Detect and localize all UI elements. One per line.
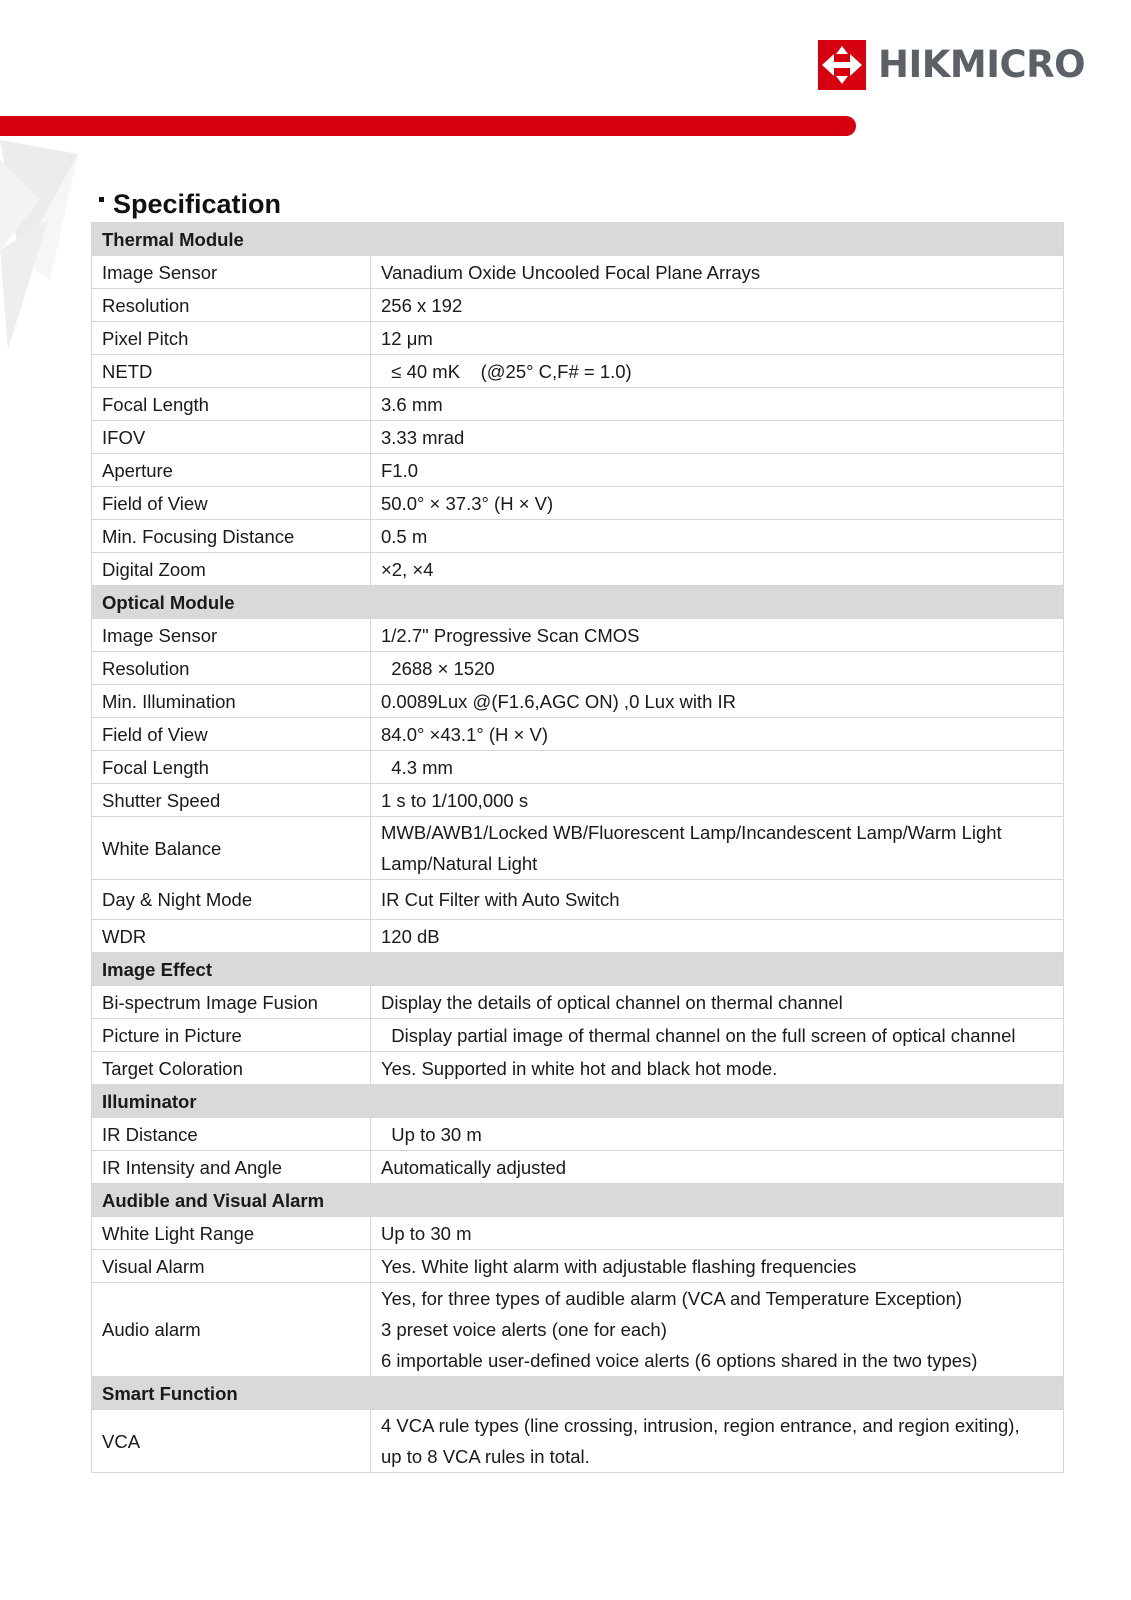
table-row <box>92 1250 1064 1283</box>
spec-label: White Light Range <box>92 1217 371 1250</box>
spec-value <box>371 1283 1064 1377</box>
table-row <box>92 1217 1064 1250</box>
spec-value-line: 120 dB <box>381 925 440 947</box>
spec-value-line: up to 8 VCA rules in total. <box>381 1446 590 1467</box>
spec-value-line: MWB/AWB1/Locked WB/Fluorescent Lamp/Incandescent Lamp/Warm Light <box>381 822 1002 843</box>
spec-label: Visual Alarm <box>92 1250 371 1283</box>
table-section-header <box>92 1184 1064 1217</box>
spec-value <box>371 487 1064 520</box>
table-row <box>92 1019 1064 1052</box>
spec-value-line: ×2, ×4 <box>381 558 434 580</box>
spec-label: VCA <box>92 1410 371 1473</box>
table-row <box>92 718 1064 751</box>
spec-value <box>371 1052 1064 1085</box>
spec-value-line: Display partial image of thermal channel on the full screen of optical channel <box>381 1024 1016 1046</box>
spec-value-line: Yes. White light alarm with adjustable flashing frequencies <box>381 1255 857 1277</box>
section-title-text: Specification <box>113 189 282 219</box>
spec-value <box>371 986 1064 1019</box>
spec-label: Focal Length <box>92 751 371 784</box>
table-section-header <box>92 1085 1064 1118</box>
spec-value <box>371 619 1064 652</box>
spec-label: Pixel Pitch <box>92 322 371 355</box>
spec-value-line: Up to 30 m <box>381 1123 482 1145</box>
spec-value-line: Vanadium Oxide Uncooled Focal Plane Arrays <box>381 261 761 283</box>
spec-value <box>371 355 1064 388</box>
spec-value <box>371 1151 1064 1184</box>
section-header-label: Illuminator <box>92 1085 1064 1118</box>
spec-value <box>371 751 1064 784</box>
spec-value-line: 84.0° ×43.1° (H × V) <box>381 723 548 745</box>
table-row <box>92 652 1064 685</box>
table-section-header <box>92 223 1064 256</box>
table-row <box>92 355 1064 388</box>
table-row <box>92 1052 1064 1085</box>
spec-label: WDR <box>92 920 371 953</box>
spec-label: Digital Zoom <box>92 553 371 586</box>
spec-value-line: Lamp/Natural Light <box>381 853 538 874</box>
spec-value-line: 50.0° × 37.3° (H × V) <box>381 492 554 514</box>
section-header-label: Smart Function <box>92 1377 1064 1410</box>
spec-value-line: Up to 30 m <box>381 1222 472 1244</box>
spec-label: Image Sensor <box>92 256 371 289</box>
spec-label: Day & Night Mode <box>92 880 371 920</box>
table-row <box>92 322 1064 355</box>
spec-label: IR Intensity and Angle <box>92 1151 371 1184</box>
table-row <box>92 920 1064 953</box>
spec-value-line: Yes. Supported in white hot and black hot mode. <box>381 1057 778 1079</box>
spec-label: NETD <box>92 355 371 388</box>
table-row <box>92 520 1064 553</box>
table-row <box>92 784 1064 817</box>
table-row <box>92 454 1064 487</box>
spec-value <box>371 421 1064 454</box>
spec-label: White Balance <box>92 817 371 880</box>
spec-value-line: 1 s to 1/100,000 s <box>381 789 529 811</box>
spec-value <box>371 520 1064 553</box>
spec-value <box>371 817 1064 880</box>
spec-value <box>371 1217 1064 1250</box>
spec-label: Resolution <box>92 289 371 322</box>
spec-label: IR Distance <box>92 1118 371 1151</box>
table-row <box>92 619 1064 652</box>
spec-value <box>371 1410 1064 1473</box>
spec-value <box>371 388 1064 421</box>
hikmicro-logo-icon <box>818 40 866 90</box>
spec-value <box>371 1118 1064 1151</box>
section-header-label: Thermal Module <box>92 223 1064 256</box>
spec-value <box>371 553 1064 586</box>
table-row <box>92 388 1064 421</box>
spec-value <box>371 718 1064 751</box>
spec-value <box>371 652 1064 685</box>
spec-value <box>371 322 1064 355</box>
spec-value-line: ≤ 40 mK (@25° C,F# = 1.0) <box>381 360 632 382</box>
spec-table <box>91 222 1064 1473</box>
section-header-label: Image Effect <box>92 953 1064 986</box>
spec-value <box>371 256 1064 289</box>
spec-label: Audio alarm <box>92 1283 371 1377</box>
spec-value-line: 2688 × 1520 <box>381 657 495 679</box>
table-row <box>92 289 1064 322</box>
table-row <box>92 751 1064 784</box>
table-row <box>92 1151 1064 1184</box>
spec-label: Target Coloration <box>92 1052 371 1085</box>
table-row <box>92 986 1064 1019</box>
table-row <box>92 1118 1064 1151</box>
spec-value-line: 0.5 m <box>381 525 428 547</box>
section-header-label: Audible and Visual Alarm <box>92 1184 1064 1217</box>
table-row <box>92 421 1064 454</box>
spec-value-line: 1/2.7" Progressive Scan CMOS <box>381 624 640 646</box>
brand-name: HIKMICRO <box>878 43 1086 86</box>
spec-value-line: 0.0089Lux @(F1.6,AGC ON) ,0 Lux with IR <box>381 690 737 712</box>
spec-value-line: F1.0 <box>381 459 419 481</box>
spec-value <box>371 1250 1064 1283</box>
spec-value <box>371 920 1064 953</box>
spec-value-line: 4 VCA rule types (line crossing, intrusion, region entrance, and region exiting), <box>381 1415 1020 1436</box>
table-row <box>92 256 1064 289</box>
spec-label: Shutter Speed <box>92 784 371 817</box>
spec-label: Min. Focusing Distance <box>92 520 371 553</box>
spec-label: Min. Illumination <box>92 685 371 718</box>
table-section-header <box>92 1377 1064 1410</box>
section-header-label: Optical Module <box>92 586 1064 619</box>
spec-label: Field of View <box>92 487 371 520</box>
table-section-header <box>92 586 1064 619</box>
header-red-bar <box>0 116 856 136</box>
table-row <box>92 880 1064 920</box>
spec-label: Resolution <box>92 652 371 685</box>
spec-value-line: 3.33 mrad <box>381 426 465 448</box>
spec-value-line: 4.3 mm <box>381 756 453 778</box>
table-row <box>92 685 1064 718</box>
spec-value <box>371 784 1064 817</box>
spec-label: Aperture <box>92 454 371 487</box>
table-row <box>92 1283 1064 1377</box>
spec-value-line: Automatically adjusted <box>381 1156 567 1178</box>
spec-label: Field of View <box>92 718 371 751</box>
spec-value-line: 3.6 mm <box>381 393 443 415</box>
spec-value-line: 256 x 192 <box>381 294 463 316</box>
spec-value <box>371 454 1064 487</box>
spec-label: Bi-spectrum Image Fusion <box>92 986 371 1019</box>
spec-value <box>371 880 1064 920</box>
spec-value-line: IR Cut Filter with Auto Switch <box>381 889 620 910</box>
table-row <box>92 817 1064 880</box>
spec-value-line: 3 preset voice alerts (one for each) <box>381 1319 667 1340</box>
spec-value <box>371 289 1064 322</box>
brand-logo <box>818 40 1085 90</box>
spec-label: IFOV <box>92 421 371 454</box>
spec-value-line: 6 importable user-defined voice alerts (6 options shared in the two types) <box>381 1350 978 1371</box>
bullet-icon <box>99 197 104 202</box>
table-row <box>92 1410 1064 1473</box>
spec-value-line: Yes, for three types of audible alarm (VCA and Temperature Exception) <box>381 1288 963 1309</box>
spec-value <box>371 1019 1064 1052</box>
spec-value <box>371 685 1064 718</box>
section-title <box>99 186 281 222</box>
table-row <box>92 487 1064 520</box>
spec-value-line: 12 μm <box>381 327 433 349</box>
table-row <box>92 553 1064 586</box>
decorative-shard-graphic <box>0 140 82 360</box>
table-section-header <box>92 953 1064 986</box>
spec-label: Focal Length <box>92 388 371 421</box>
spec-value-line: Display the details of optical channel on thermal channel <box>381 991 843 1013</box>
spec-label: Image Sensor <box>92 619 371 652</box>
spec-label: Picture in Picture <box>92 1019 371 1052</box>
